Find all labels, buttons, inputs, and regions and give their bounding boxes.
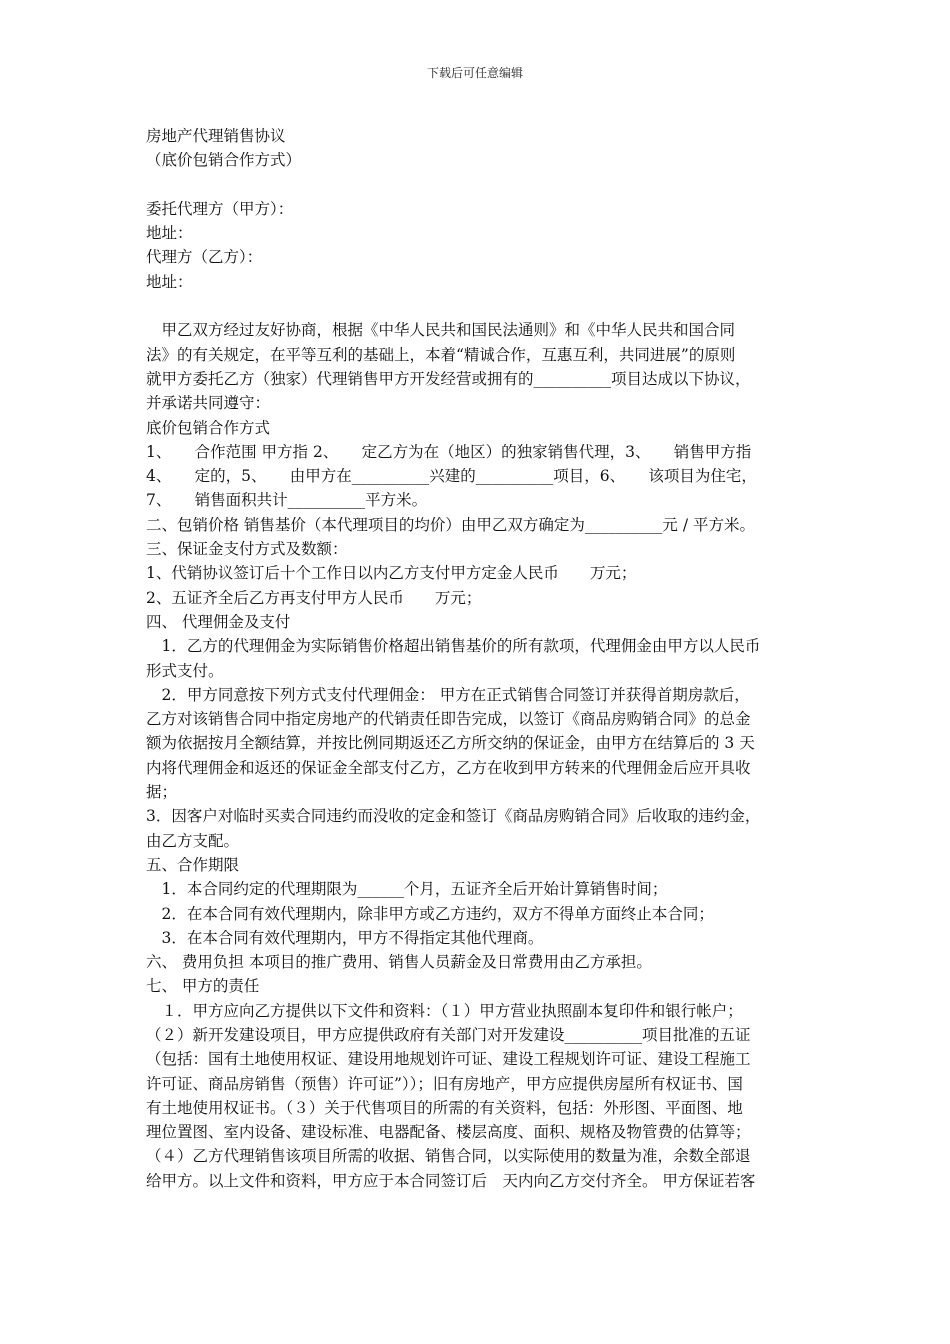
document-body xyxy=(146,124,814,1193)
body-line: 五、合作期限 xyxy=(146,855,240,874)
spacer xyxy=(146,294,814,318)
body-line: 额为依据按月全额结算，并按比例同期返还乙方所交纳的保证金，由甲方在结算后的 3 天 xyxy=(146,734,755,753)
body-line: 底价包销合作方式 xyxy=(146,418,271,437)
party-b-address-line: 地址： xyxy=(146,272,193,291)
party-a-address-line: 地址： xyxy=(146,224,193,243)
body-line: 给甲方。以上文件和资料，甲方应于本合同签订后 天内向乙方交付齐全。 甲方保证若客 xyxy=(146,1171,756,1190)
body-line: 7、 销售面积共计__________平方米。 xyxy=(146,491,428,510)
body-line: 3．因客户对临时买卖合同违约而没收的定金和签订《商品房购销合同》后收取的违约金， xyxy=(146,807,761,826)
body-line: 有土地使用权证书。（３）关于代售项目的所需的有关资料，包括：外形图、平面图、地 xyxy=(146,1098,743,1117)
body-line: 二、包销价格 销售基价（本代理项目的均价）由甲乙双方确定为__________元 / 平方米。 xyxy=(146,515,756,534)
body-line: 据； xyxy=(146,783,178,802)
intro-line: 就甲方委托乙方（独家）代理销售甲方开发经营或拥有的__________项目达成以下协议， xyxy=(146,369,751,388)
body-line: 三、保证金支付方式及数额： xyxy=(146,540,348,559)
body-line: 七、 甲方的责任 xyxy=(146,977,260,996)
intro-line: 甲乙双方经过友好协商，根据《中华人民共和国民法通则》和《中华人民共和国合同 xyxy=(146,321,736,340)
party-a-line: 委托代理方（甲方）： xyxy=(146,199,294,218)
body-line: 六、 费用负担 本项目的推广费用、销售人员薪金及日常费用由乙方承担。 xyxy=(146,953,652,972)
body-line: 2．在本合同有效代理期内，除非甲方或乙方违约，双方不得单方面终止本合同； xyxy=(146,904,714,923)
party-b-line: 代理方（乙方）： xyxy=(146,248,263,267)
body-line: 理位置图、室内设备、建设标准、电器配备、楼层高度、面积、规格及物管费的估算等； xyxy=(146,1123,751,1142)
intro-line: 并承诺共同遵守： xyxy=(146,394,271,413)
body-line: １．甲方应向乙方提供以下文件和资料：（１）甲方营业执照副本复印件和银行帐户； xyxy=(146,1001,743,1020)
body-line: 2．甲方同意按下列方式支付代理佣金： 甲方在正式销售合同签订并获得首期房款后， xyxy=(146,685,750,704)
body-line: 4、 定的，5、 由甲方在__________兴建的__________项目，6、 该项目为住宅， xyxy=(146,467,757,486)
page-header: 下载后可任意编辑 xyxy=(426,66,523,80)
body-line: （２）新开发建设项目，甲方应提供政府有关部门对开发建设__________项目批准的五证 xyxy=(146,1025,751,1044)
body-line: 形式支付。 xyxy=(146,661,224,680)
body-line: 3．在本合同有效代理期内，甲方不得指定其他代理商。 xyxy=(146,928,544,947)
body-line: （４）乙方代理销售该项目所需的收据、销售合同，以实际使用的数量为准，余数全部退 xyxy=(146,1147,751,1166)
body-line: 1．乙方的代理佣金为实际销售价格超出销售基价的所有款项，代理佣金由甲方以人民币 xyxy=(146,637,761,656)
body-line: 1．本合同约定的代理期限为______个月，五证齐全后开始计算销售时间； xyxy=(146,880,668,899)
body-line: 乙方对该销售合同中指定房地产的代销责任即告完成，以签订《商品房购销合同》的总金 xyxy=(146,710,751,729)
body-line: 由乙方支配。 xyxy=(146,831,240,850)
intro-line: 法》的有关规定，在平等互利的基础上，本着“精诚合作，互惠互利，共同进展”的原则 xyxy=(146,345,736,364)
body-line: （包括：国有土地使用权证、建设用地规划许可证、建设工程规划许可证、建设工程施工 xyxy=(146,1050,751,1069)
body-line: 2、五证齐全后乙方再支付甲方人民币 万元； xyxy=(146,588,482,607)
body-line: 内将代理佣金和返还的保证金全部支付乙方，乙方在收到甲方转来的代理佣金后应开具收 xyxy=(146,758,751,777)
body-line: 1、代销协议签订后十个工作日以内乙方支付甲方定金人民币 万元； xyxy=(146,564,637,583)
body-line: 1、 合作范围 甲方指 2、 定乙方为在（地区）的独家销售代理，3、 销售甲方指 xyxy=(146,442,752,461)
document-subtitle: （底价包销合作方式） xyxy=(146,151,302,170)
spacer xyxy=(146,173,814,197)
body-line: 许可证、商品房销售（预售）许可证”））；旧有房地产，甲方应提供房屋所有权证书、国 xyxy=(146,1074,743,1093)
body-line: 四、 代理佣金及支付 xyxy=(146,612,291,631)
document-title: 房地产代理销售协议 xyxy=(146,127,286,145)
